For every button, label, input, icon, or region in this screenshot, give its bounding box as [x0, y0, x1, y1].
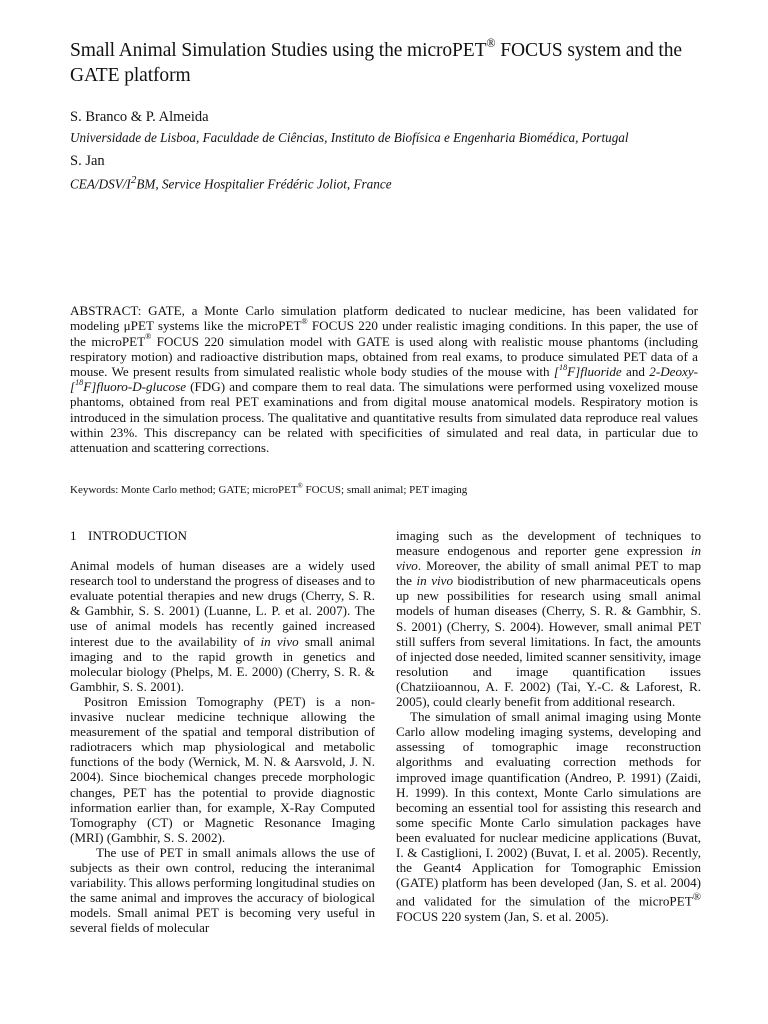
- section-title: INTRODUCTION: [88, 528, 187, 543]
- affiliation-2-part-b: BM, Service Hospitalier Frédéric Joliot, France: [136, 176, 392, 192]
- intro-p1-em: in vivo: [260, 633, 299, 649]
- title-text-part2: FOCUS system and the GATE platform: [70, 40, 682, 86]
- registered-mark: ®: [486, 36, 496, 51]
- abstract-text-2: FOCUS 220 under realistic imaging conditions. In this paper, the use of the microPET: [70, 318, 698, 349]
- intro-p4-c: biodistribution of new pharmaceuticals opens up new possibilities for research using small animal models of human diseases (Cherry, S. R. & Gambhir, S. S. 2001) (Cherry, S. 2004). However, small animal PET still suffers from several limitations. In fact, the amounts of injected dose needed, limited scanner sensitivity, image resolution and image quantification issues (Chatziioannou, A. F. 2002) (Tai, Y.-C. & Laforest, R. 2005), could clearly benefit from additional research.: [396, 573, 701, 710]
- abstract-and: and: [621, 363, 650, 379]
- affiliation-2-superscript: 2: [130, 174, 137, 186]
- right-column: [396, 528, 701, 924]
- registered-mark: ®: [145, 332, 152, 342]
- abstract-text-3: FOCUS 220 simulation model with GATE is used along with realistic mouse phantoms (including respiratory motion) and radioactive distribution maps, obtained from real exams, to produce simulated PET data of a mouse. We present results from simulated realistic whole body studies of the mouse with: [70, 333, 698, 379]
- section-heading: [70, 528, 375, 543]
- left-column: [70, 528, 375, 935]
- intro-p4-b: . Moreover, the ability of small animal PET to map the: [396, 558, 701, 589]
- tracer-fluoride-b: F]fluoride: [567, 363, 622, 379]
- intro-p4-em2: in vivo: [416, 573, 454, 589]
- tracer-fluoride-sup: 18: [559, 362, 568, 372]
- section-number: 1: [70, 528, 77, 543]
- affiliation-2-part-a: CEA/DSV/I: [70, 176, 131, 192]
- intro-paragraph-5: [396, 709, 701, 924]
- intro-p1-b: small animal imaging and to the rapid growth in genetics and molecular biology (Phelps, M. E. 2000) (Cherry, S. R. & Gambhir, S. S. 2001).: [70, 633, 376, 694]
- tracer-fluoride: [554, 364, 622, 379]
- registered-mark: ®: [297, 482, 303, 490]
- intro-paragraph-4: [396, 528, 701, 709]
- author-line-2: S. Jan: [70, 153, 105, 169]
- intro-p5-b: FOCUS 220 system (Jan, S. et al. 2005).: [396, 908, 609, 924]
- intro-p4-em1: in vivo: [396, 543, 701, 574]
- registered-mark: ®: [692, 891, 701, 904]
- intro-p5-a: The simulation of small animal imaging using Monte Carlo allow modeling imaging systems, developing and assessing of tomographic image reconstruction algorithms and evaluating correction methods for improved image quantification (Andreo, P. 1991) (Zaidi, H. 1999). In this context, Monte Carlo simulations are becoming an essential tool for assisting this research and some specific Monte Carlo simulation packages have been evaluated for nuclear medicine applications (Buvat, I. & Castiglioni, I. 2002) (Buvat, I. et al. 2005). Recently, the Geant4 Application for Tomographic Emission (GATE) platform has been developed (Jan, S. et al. 2004) and validated for the simulation of the microPET: [396, 709, 701, 909]
- keywords-part1: Keywords: Monte Carlo method; GATE; microPET: [70, 484, 298, 496]
- intro-paragraph-3: The use of PET in small animals allows the use of subjects as their own control, reducing the interanimal variability. This allows performing longitudinal studies on the same animal and improves the accuracy of biological models. Small animal PET is becoming very useful in several fields of molecular: [70, 844, 375, 936]
- tracer-fdg-a: 2-Deoxy-[: [70, 363, 699, 395]
- keywords: [70, 484, 467, 496]
- keywords-part2: FOCUS; small animal; PET imaging: [302, 484, 468, 496]
- affiliation-1: Universidade de Lisboa, Faculdade de Ciências, Instituto de Biofísica e Engenharia Biomédica, Portugal: [70, 130, 629, 145]
- abstract-text-4: (FDG) and compare them to real data. The simulations were performed using voxelized mouse phantoms, obtained from real PET examinations and from digital mouse anatomical models. Respiratory motion is introduced in the simulation process. The qualitative and quantitative results from simulated data reproduce real values within 23%. This discrepancy can be related with specificities of simulated and real data, in particular due to attenuation and scattering corrections.: [70, 379, 698, 455]
- registered-mark: ®: [301, 317, 308, 327]
- affiliation-2: [70, 174, 392, 192]
- author-line-1: S. Branco & P. Almeida: [70, 109, 209, 125]
- paper-title: [70, 38, 710, 88]
- intro-p1-a: Animal models of human diseases are a widely used research tool to understand the progress of diseases and to evaluate potential therapies and new drugs (Cherry, S. R. & Gambhir, S. S. 2001) (Luanne, L. P. et al. 2007). The use of animal models has recently gained increased interest due to the availability of: [70, 558, 375, 649]
- abstract: [70, 303, 698, 455]
- tracer-fluoride-a: [: [553, 363, 560, 379]
- tracer-fdg-b: F]fluoro-D-glucose: [83, 379, 187, 395]
- intro-p4-a: imaging such as the development of techniques to measure endogenous and reporter gene expression: [396, 528, 701, 559]
- tracer-fdg-sup: 18: [75, 377, 84, 387]
- title-text-part1: Small Animal Simulation Studies using the microPET: [70, 40, 487, 61]
- intro-paragraph-2: Positron Emission Tomography (PET) is a non-invasive nuclear medicine technique allowing the measurement of the spatial and temporal distribution of radiotracers which map physiological and metabolic functions of the body (Wernick, M. N. & Aarsvold, J. N. 2004). Since biochemical changes precede morphologic changes, PET has the potential to provide diagnostic information earlier than, for example, X-Ray Computed Tomography (CT) or Magnetic Resonance Imaging (MRI) (Gambhir, S. S. 2002).: [70, 693, 375, 845]
- abstract-text-1: ABSTRACT: GATE, a Monte Carlo simulation platform dedicated to nuclear medicine, has been validated for modeling μPET systems like the microPET: [70, 303, 698, 334]
- intro-paragraph-1: [70, 558, 375, 694]
